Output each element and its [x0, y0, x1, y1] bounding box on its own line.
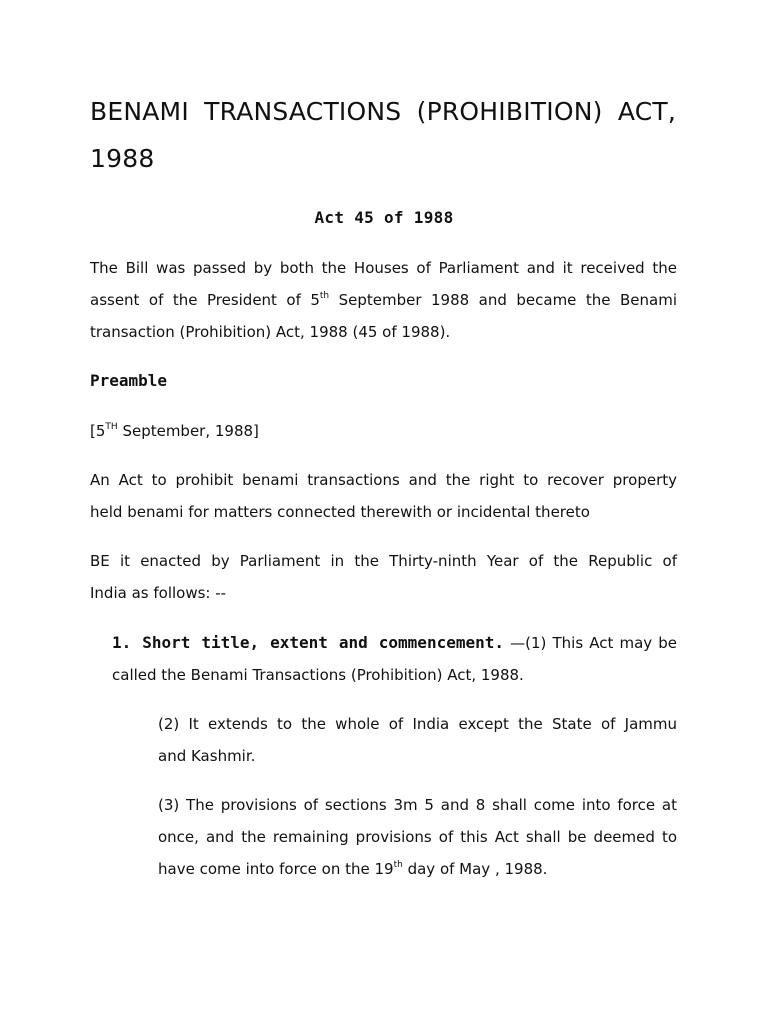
ordinal-suffix: th: [319, 291, 330, 301]
date-rest: September, 1988]: [117, 422, 259, 440]
purpose-line-1: An Act to prohibit benami transactions and the right to recover property: [90, 471, 677, 489]
intro-line-2-text: assent of the President of 5: [90, 291, 320, 309]
preamble-heading: Preamble: [90, 371, 168, 390]
enactment-paragraph: [90, 545, 677, 609]
section-1: [112, 627, 677, 691]
subsection-3-line-3-text: have come into force on the 19: [158, 860, 394, 878]
purpose-line-2: held benami for matters connected therewith or incidental thereto: [90, 503, 590, 521]
intro-line-1: The Bill was passed by both the Houses of Parliament and it received the: [90, 259, 677, 277]
subsection-2-line-1: (2) It extends to the whole of India except the State of Jammu: [158, 715, 677, 733]
act-number: Act 45 of 1988: [314, 208, 454, 227]
title-word: ACT,: [617, 97, 676, 126]
intro-line-2: [90, 284, 677, 316]
date-text: [90, 415, 677, 447]
date-open: [5: [90, 422, 106, 440]
section-1-line-1: [112, 627, 677, 659]
date-ordinal-suffix: TH: [105, 422, 118, 432]
enactment-line-2: India as follows: --: [90, 584, 227, 602]
title-word: (PROHIBITION): [416, 97, 603, 126]
title-word: TRANSACTIONS: [204, 97, 402, 126]
enactment-line-1: BE it enacted by Parliament in the Thirty-ninth Year of the Republic of: [90, 552, 677, 570]
subsection-3-line-1: (3) The provisions of sections 3m 5 and 8 shall come into force at: [158, 796, 677, 814]
date-line: [90, 415, 677, 447]
subsection-2: [158, 708, 677, 772]
title-word: BENAMI: [90, 97, 189, 126]
subsection-3-line-3: [158, 853, 677, 885]
subsection-2-line-2: and Kashmir.: [158, 747, 256, 765]
purpose-paragraph: [90, 464, 677, 528]
intro-line-2-rest: September 1988 and became the Benami: [329, 291, 677, 309]
act-title-line-1: [90, 88, 676, 135]
section-1-heading: 1. Short title, extent and commencement.: [112, 633, 505, 652]
day-ordinal-suffix: th: [393, 860, 403, 870]
act-title-line-2: 1988: [90, 144, 155, 173]
subsection-3: [158, 789, 677, 885]
subsection-3-line-2: once, and the remaining provisions of this Act shall be deemed to: [158, 828, 677, 846]
intro-paragraph: [90, 252, 677, 348]
act-title: [90, 88, 680, 182]
section-1-line-2: called the Benami Transactions (Prohibition) Act, 1988.: [112, 666, 524, 684]
section-1-text: —(1) This Act may be: [504, 634, 678, 652]
intro-line-3: transaction (Prohibition) Act, 1988 (45 of 1988).: [90, 323, 451, 341]
subsection-3-line-3-rest: day of May , 1988.: [402, 860, 548, 878]
